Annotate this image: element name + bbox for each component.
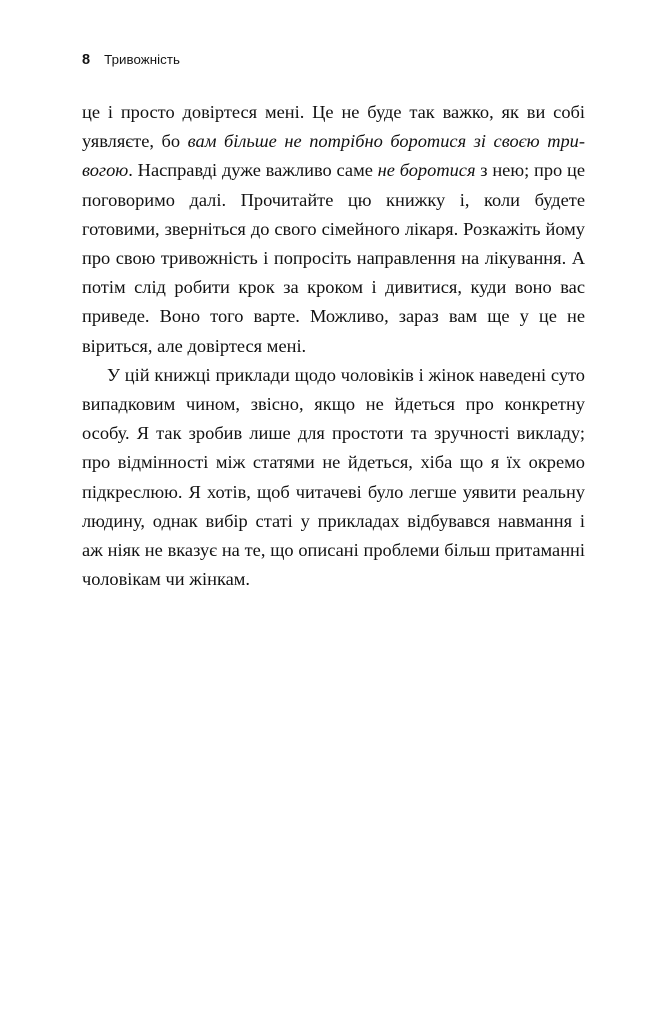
page-number: 8 [82,52,91,68]
text-run: . Насправді дуже важливо саме [128,160,378,181]
text-run: У цій книжці приклади щодо чоловіків і жінок наведені суто випадковим чином, звісно, якщо не йдеться про конкретну особу. Я так зробив лише для простоти та зручності викладу; про відмінності між статями не йдеться, хіба що я їх окремо підкреслюю. Я хотів, щоб читачеві було легше уявити реальну людину, однак вибір статі у прикладах відбувався навмання і аж ніяк не вказує на те, що описані проблеми більш притаманні чоловікам чи жінкам. [82,364,585,590]
running-head-title: Тривожність [104,52,180,67]
emphasis-run: не боротися [377,160,476,181]
paragraph-2 [82,361,585,595]
body-text-block [82,98,585,594]
emphasis-run: вам більше не потрібно боротися зі своєю тривогою [82,131,585,181]
text-run: з нею; про це поговоримо далі. Прочитайте цю книжку і, коли будете готовими, зверніться до свого сімейного лікаря. Розкажіть йому про свою тривожність і попросіть направлення на лікування. А потім слід робити крок за кроком і дивитися, куди воно вас приведе. Воно того варте. Можливо, зараз вам ще у це не віриться, але довіртеся мені. [82,160,585,356]
text-run: це і просто довіртеся мені. Це не буде так важко, як ви собі уявляєте, бо [82,102,585,152]
running-head [82,52,585,68]
paragraph-1 [82,98,585,361]
